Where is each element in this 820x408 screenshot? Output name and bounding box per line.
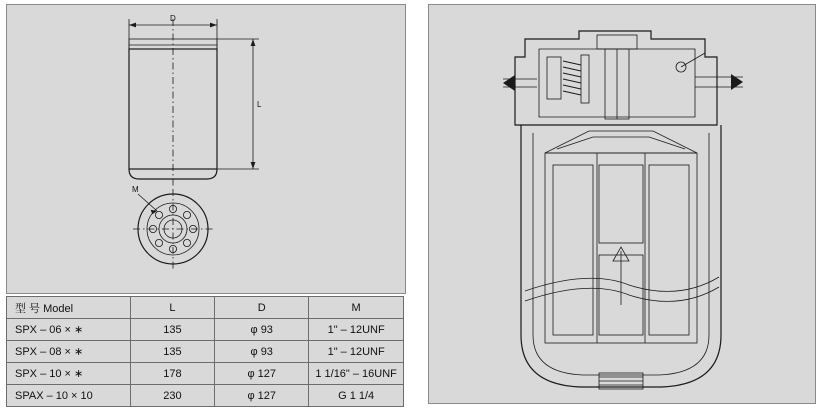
cell-model: SPX – 06 × ∗: [7, 319, 131, 341]
cell-L: 135: [130, 319, 214, 341]
section-break-line: [525, 277, 719, 291]
indicator-port: [676, 53, 705, 72]
inlet-flow-arrow: [503, 75, 537, 91]
cell-L: 135: [130, 341, 214, 363]
header-D: D: [215, 297, 309, 319]
dimension-D-label: D: [170, 14, 176, 23]
filter-bottom-view: [133, 189, 213, 269]
outline-drawing-panel: [6, 4, 406, 294]
cell-D: φ 93: [215, 319, 309, 341]
cell-D: φ 127: [215, 385, 309, 407]
cell-D: φ 127: [215, 363, 309, 385]
cell-model: SPX – 10 × ∗: [7, 363, 131, 385]
cell-M: 1" – 12UNF: [309, 341, 404, 363]
dimension-M-label: M: [132, 185, 139, 194]
dimension-L-label: L: [257, 100, 262, 109]
table-row: [7, 363, 404, 385]
filter-element: [545, 153, 697, 343]
dimension-L: [217, 39, 262, 169]
cell-model: SPAX – 10 × 10: [7, 385, 131, 407]
cross-section-svg: [429, 5, 813, 401]
cell-model: SPX – 08 × ∗: [7, 341, 131, 363]
center-flow-arrow: [613, 247, 629, 305]
element-seat: [545, 131, 697, 153]
table-row: [7, 385, 404, 407]
specification-table: [6, 296, 404, 407]
header-M: M: [309, 297, 404, 319]
outlet-flow-arrow: [695, 74, 743, 90]
table-header-row: [7, 297, 404, 319]
header-model: 型 号 Model: [7, 297, 131, 319]
bypass-valve-spring: [547, 55, 589, 103]
cell-L: 178: [130, 363, 214, 385]
cross-section-panel: [428, 4, 816, 404]
cell-M: 1 1/16" – 16UNF: [309, 363, 404, 385]
filter-head-assembly: [515, 31, 717, 125]
outline-drawing-svg: [7, 5, 403, 291]
cell-M: G 1 1/4: [309, 385, 404, 407]
table-row: [7, 319, 404, 341]
cell-L: 230: [130, 385, 214, 407]
table-row: [7, 341, 404, 363]
cell-M: 1" – 12UNF: [309, 319, 404, 341]
cell-D: φ 93: [215, 341, 309, 363]
header-L: L: [130, 297, 214, 319]
